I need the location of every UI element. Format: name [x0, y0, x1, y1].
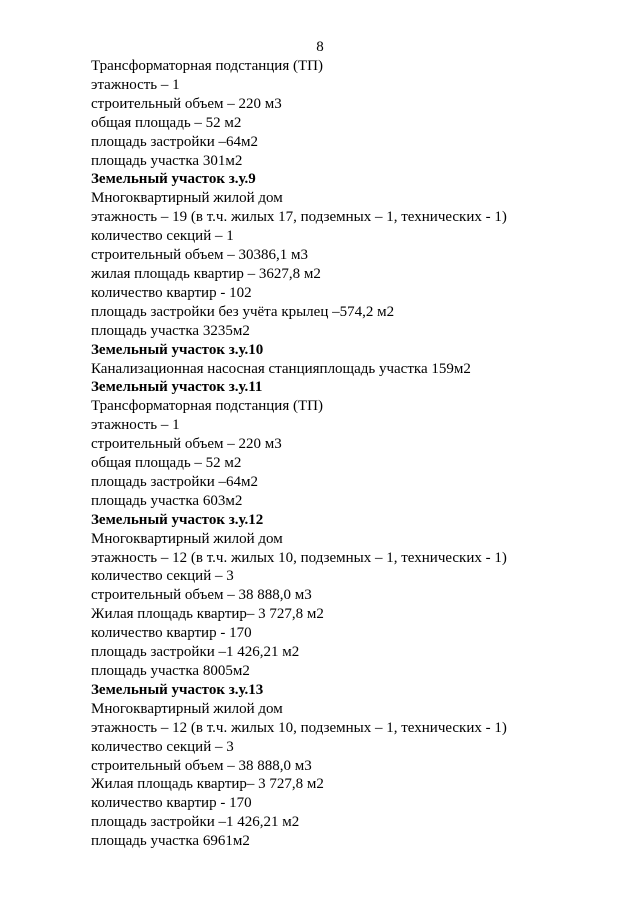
- section-heading: Земельный участок з.у.9: [91, 171, 256, 188]
- text-line: строительный объем – 38 888,0 м3: [91, 587, 312, 604]
- text-line: Многоквартирный жилой дом: [91, 530, 283, 547]
- text-line: площадь застройки –1 426,21 м2: [91, 644, 300, 661]
- text-line: Трансформаторная подстанция (ТП): [91, 398, 323, 415]
- page-number: 8: [316, 39, 324, 55]
- text-line: количество квартир - 170: [91, 625, 252, 642]
- text-line: этажность – 1: [91, 417, 180, 434]
- text-line: площадь застройки –64м2: [91, 473, 259, 490]
- text-line: количество квартир - 170: [91, 795, 252, 812]
- text-line: площадь участка 603м2: [91, 492, 243, 509]
- text-line: Многоквартирный жилой дом: [91, 190, 283, 207]
- text-line: этажность – 19 (в т.ч. жилых 17, подземных – 1, технических - 1): [91, 209, 507, 226]
- text-line: площадь застройки –1 426,21 м2: [91, 814, 300, 831]
- text-line: Трансформаторная подстанция (ТП): [91, 58, 323, 74]
- text-line: площадь участка 301м2: [91, 152, 243, 169]
- text-line: общая площадь – 52 м2: [91, 114, 242, 131]
- text-line: площадь застройки –64м2: [91, 133, 259, 150]
- text-line: строительный объем – 38 888,0 м3: [91, 757, 312, 774]
- section-heading: Земельный участок з.у.11: [91, 379, 263, 396]
- text-line: этажность – 1: [91, 76, 180, 93]
- text-line: количество секций – 3: [91, 568, 234, 585]
- text-line: строительный объем – 220 м3: [91, 95, 282, 112]
- text-line: площадь участка 3235м2: [91, 322, 250, 339]
- text-line: строительный объем – 30386,1 м3: [91, 247, 309, 264]
- text-line: количество секций – 3: [91, 738, 234, 755]
- section-heading: Земельный участок з.у.12: [91, 511, 264, 528]
- section-heading: Земельный участок з.у.13: [91, 681, 264, 698]
- text-line: площадь застройки без учёта крылец –574,2 м2: [91, 303, 395, 320]
- text-line: количество квартир - 102: [91, 284, 252, 301]
- text-line: Жилая площадь квартир– 3 727,8 м2: [91, 606, 324, 623]
- section-heading: Земельный участок з.у.10: [91, 341, 264, 358]
- text-line: площадь участка 6961м2: [91, 833, 250, 850]
- text-line: Многоквартирный жилой дом: [91, 700, 283, 717]
- document-body: [91, 57, 611, 851]
- text-line: количество секций – 1: [91, 228, 234, 245]
- text-line: площадь участка 8005м2: [91, 663, 250, 679]
- text-line: Канализационная насосная станцияплощадь участка 159м2: [91, 360, 471, 377]
- text-line: этажность – 12 (в т.ч. жилых 10, подземных – 1, технических - 1): [91, 719, 507, 736]
- text-line: Жилая площадь квартир– 3 727,8 м2: [91, 776, 324, 793]
- text-line: общая площадь – 52 м2: [91, 455, 242, 472]
- text-line: жилая площадь квартир – 3627,8 м2: [91, 265, 321, 282]
- text-line: строительный объем – 220 м3: [91, 436, 282, 453]
- text-line: этажность – 12 (в т.ч. жилых 10, подземных – 1, технических - 1): [91, 549, 507, 566]
